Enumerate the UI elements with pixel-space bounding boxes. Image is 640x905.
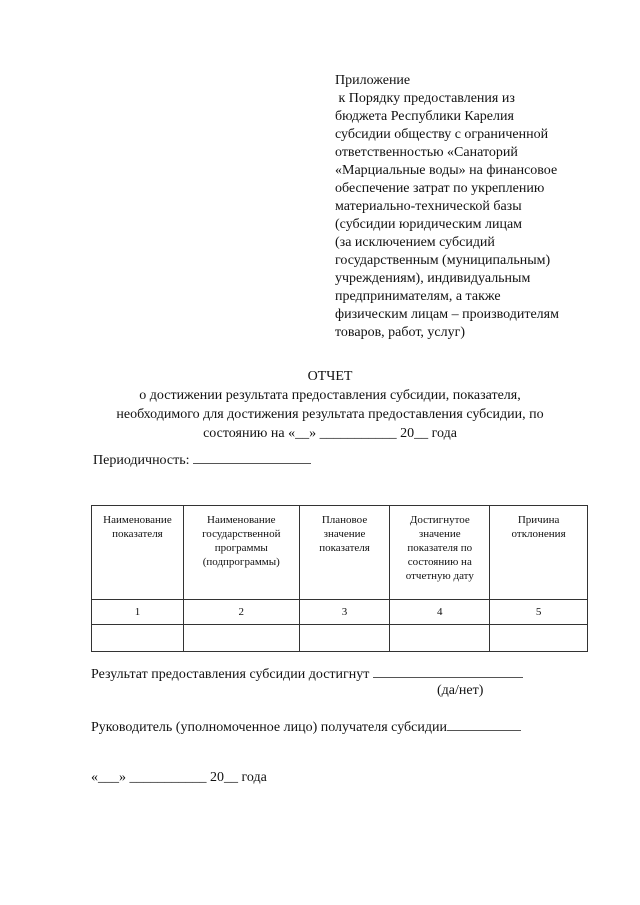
- appendix-line: товаров, работ, услуг): [335, 325, 466, 340]
- head-label: Руководитель (уполномоченное лицо) получателя субсидии: [91, 720, 447, 735]
- appendix-line: «Марциальные воды» на финансовое: [335, 163, 558, 178]
- table-header-row: [92, 506, 588, 600]
- appendix-line: ответственностью «Санаторий: [335, 145, 518, 160]
- report-table: [91, 505, 588, 652]
- table-number-row: [92, 600, 588, 625]
- report-subtitle-line: необходимого для достижения результата предоставления субсидии, по: [116, 407, 544, 422]
- table-number-cell: 3: [299, 600, 390, 625]
- report-subtitle-line: о достижении результата предоставления субсидии, показателя,: [139, 388, 521, 403]
- table-number-cell: 1: [92, 600, 184, 625]
- appendix-line: предпринимателям, а также: [335, 289, 501, 304]
- appendix-line: (субсидии юридическим лицам: [335, 217, 523, 232]
- table-header-cell: Достигнутое значение показателя по состоянию на отчетную дату: [390, 506, 490, 600]
- table-number-cell: 2: [183, 600, 299, 625]
- appendix-line: физическим лицам – производителям: [335, 307, 559, 322]
- table-number-cell: 5: [490, 600, 588, 625]
- table-row: [92, 625, 588, 652]
- table-header-cell: Наименование показателя: [92, 506, 184, 600]
- appendix-line: материально-технической базы: [335, 199, 522, 214]
- head-signature-blank[interactable]: [447, 730, 521, 731]
- appendix-line: субсидии обществу с ограниченной: [335, 127, 549, 142]
- periodicity-blank[interactable]: [193, 463, 311, 464]
- result-blank[interactable]: [373, 677, 523, 678]
- table-cell[interactable]: [490, 625, 588, 652]
- date-line: «___» ___________ 20__ года: [91, 770, 267, 785]
- table-cell[interactable]: [299, 625, 390, 652]
- appendix-line: к Порядку предоставления из: [335, 91, 515, 106]
- table-header-cell: Наименование государственной программы (подпрограммы): [183, 506, 299, 600]
- table-cell[interactable]: [390, 625, 490, 652]
- appendix-line: обеспечение затрат по укреплению: [335, 181, 545, 196]
- head-row: [91, 720, 521, 736]
- result-label: Результат предоставления субсидии достигнут: [91, 667, 373, 682]
- appendix-block: [335, 72, 625, 342]
- report-title-block: [80, 367, 580, 443]
- appendix-line: государственным (муниципальным): [335, 253, 551, 268]
- report-title: ОТЧЕТ: [307, 369, 353, 384]
- table-number-cell: 4: [390, 600, 490, 625]
- result-hint: (да/нет): [437, 683, 484, 698]
- appendix-line: учреждениям), индивидуальным: [335, 271, 531, 286]
- table-header-cell: Причина отклонения: [490, 506, 588, 600]
- report-subtitle-line: состоянию на «__» ___________ 20__ года: [203, 426, 457, 441]
- periodicity-label: Периодичность:: [93, 453, 194, 468]
- periodicity-row: [93, 453, 311, 469]
- appendix-line: бюджета Республики Карелия: [335, 109, 514, 124]
- table-header-cell: Плановое значение показателя: [299, 506, 390, 600]
- table-cell[interactable]: [92, 625, 184, 652]
- appendix-line: (за исключением субсидий: [335, 235, 495, 250]
- appendix-line: Приложение: [335, 73, 411, 88]
- table-cell[interactable]: [183, 625, 299, 652]
- result-row: [91, 667, 523, 683]
